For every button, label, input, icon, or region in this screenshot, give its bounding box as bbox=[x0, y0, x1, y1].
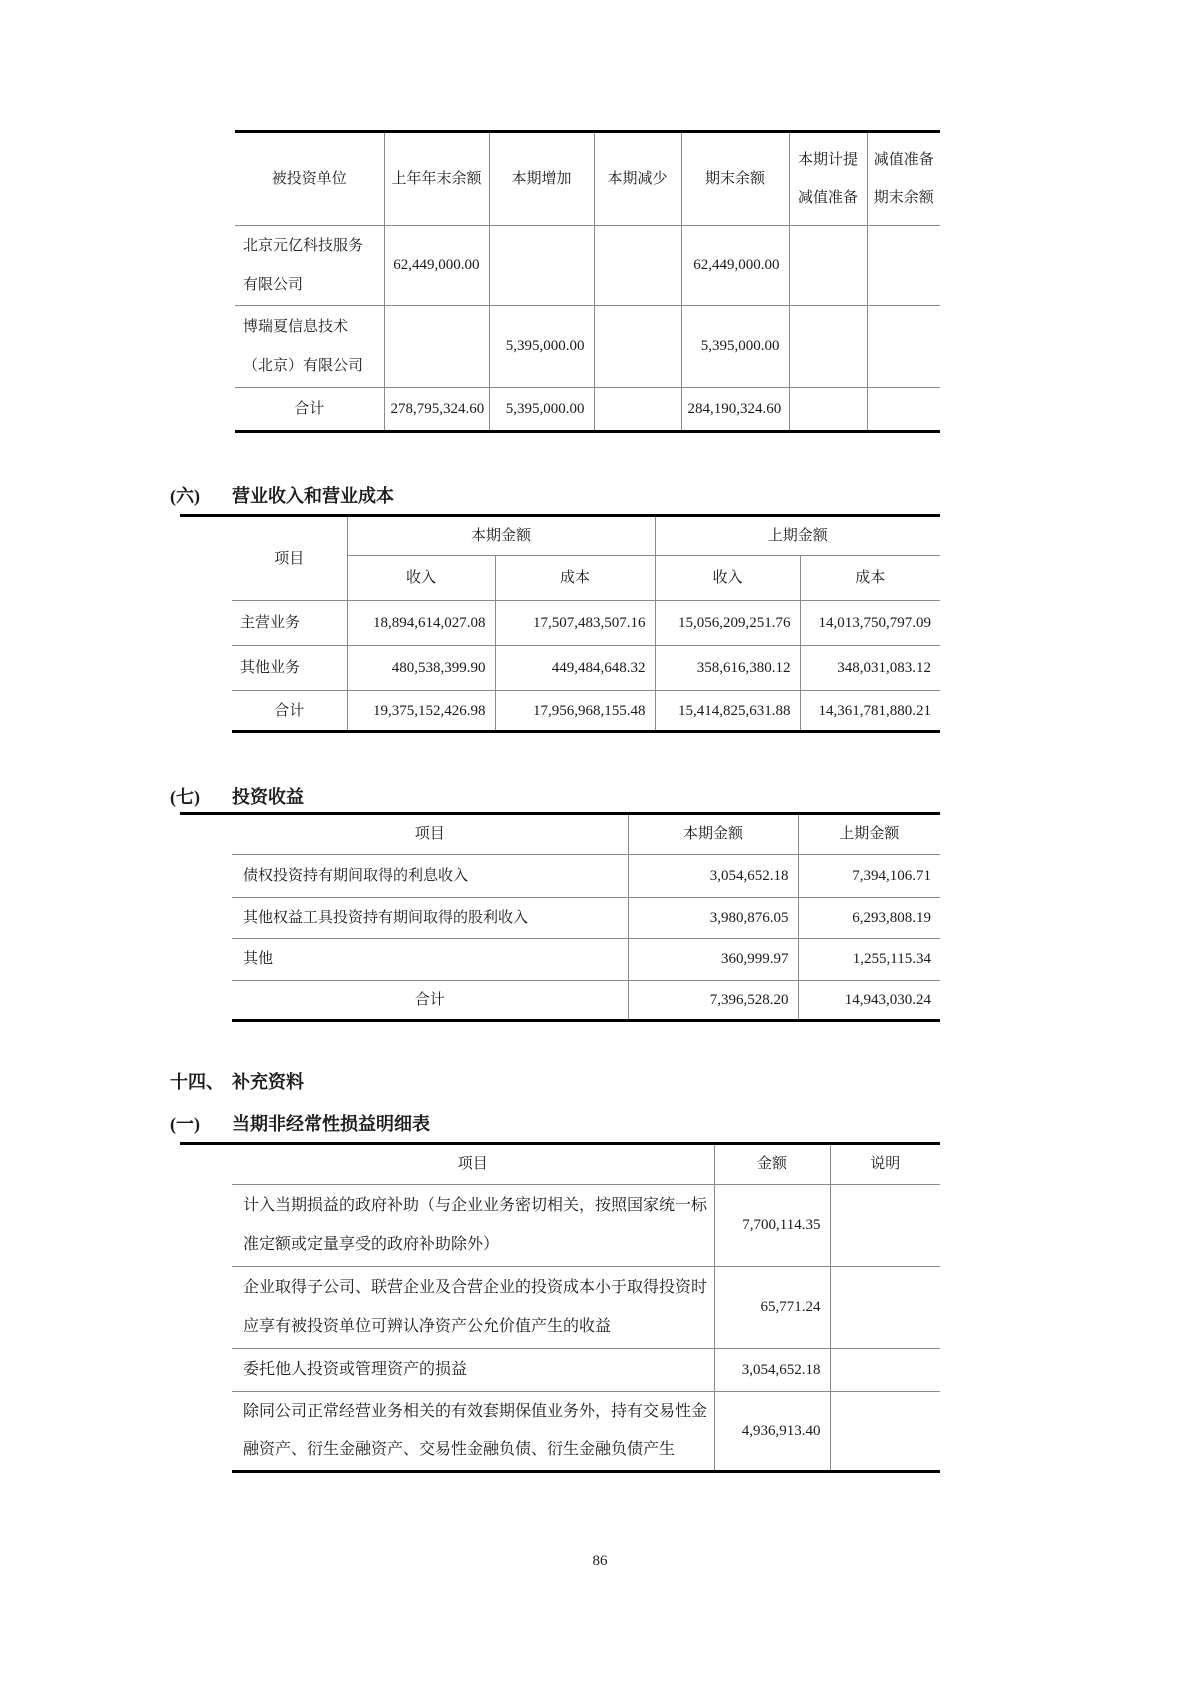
total-label: 合计 bbox=[235, 388, 384, 432]
prior-income: 15,056,209,251.76 bbox=[655, 601, 800, 646]
row-label: 债权投资持有期间取得的利息收入 bbox=[232, 855, 628, 898]
prior-income: 15,414,825,631.88 bbox=[655, 691, 800, 732]
total-label: 合计 bbox=[232, 691, 347, 732]
current-cost: 17,507,483,507.16 bbox=[495, 601, 655, 646]
section-number: 十四、 bbox=[170, 1072, 224, 1092]
section-title: 营业收入和营业成本 bbox=[232, 486, 394, 506]
note bbox=[830, 1349, 940, 1392]
period-increase: 5,395,000.00 bbox=[489, 306, 594, 388]
table-header-row bbox=[232, 516, 940, 556]
column-header: 本期计提减值准备 bbox=[789, 132, 867, 226]
ending-balance: 5,395,000.00 bbox=[681, 306, 789, 388]
amount: 65,771.24 bbox=[714, 1267, 830, 1349]
impairment-provision bbox=[789, 226, 867, 306]
section-number: (一) bbox=[170, 1114, 200, 1134]
current-cost: 17,956,968,155.48 bbox=[495, 691, 655, 732]
current-income: 19,375,152,426.98 bbox=[347, 691, 495, 732]
ending-balance: 62,449,000.00 bbox=[681, 226, 789, 306]
prior-cost: 348,031,083.12 bbox=[800, 646, 940, 691]
column-header: 上年年末余额 bbox=[384, 132, 489, 226]
subcolumn-header: 收入 bbox=[655, 556, 800, 601]
period-decrease bbox=[594, 226, 681, 306]
row-label: 其他 bbox=[232, 939, 628, 981]
column-header: 本期减少 bbox=[594, 132, 681, 226]
table-row bbox=[232, 1392, 940, 1472]
section-heading-nonrecurring bbox=[170, 1110, 430, 1136]
impairment-ending bbox=[867, 306, 940, 388]
heading-underline bbox=[180, 1142, 235, 1145]
section-heading-revenue bbox=[170, 482, 394, 508]
row-label: 企业取得子公司、联营企业及合营企业的投资成本小于取得投资时应享有被投资单位可辨认净资产公允价值产生的收益 bbox=[232, 1267, 714, 1349]
subcolumn-header: 成本 bbox=[800, 556, 940, 601]
period-decrease bbox=[594, 388, 681, 432]
heading-underline bbox=[180, 812, 235, 815]
current-amount: 3,054,652.18 bbox=[628, 855, 798, 898]
section-title: 补充资料 bbox=[232, 1072, 304, 1092]
nonrecurring-items-table bbox=[232, 1142, 940, 1473]
amount: 7,700,114.35 bbox=[714, 1185, 830, 1267]
prior-amount: 14,943,030.24 bbox=[798, 981, 940, 1021]
prior-cost: 14,013,750,797.09 bbox=[800, 601, 940, 646]
table-row bbox=[235, 306, 940, 388]
prior-cost: 14,361,781,880.21 bbox=[800, 691, 940, 732]
prior-balance: 278,795,324.60 bbox=[384, 388, 489, 432]
column-header-current: 本期金额 bbox=[628, 814, 798, 855]
column-header: 被投资单位 bbox=[235, 132, 384, 226]
table-row bbox=[232, 601, 940, 646]
investee-name: 博瑞夏信息技术（北京）有限公司 bbox=[235, 306, 384, 388]
column-header-prior: 上期金额 bbox=[655, 516, 940, 556]
column-header-item: 项目 bbox=[232, 1144, 714, 1185]
current-amount: 360,999.97 bbox=[628, 939, 798, 981]
column-header-current: 本期金额 bbox=[347, 516, 655, 556]
current-income: 18,894,614,027.08 bbox=[347, 601, 495, 646]
current-amount: 7,396,528.20 bbox=[628, 981, 798, 1021]
section-number: (六) bbox=[170, 486, 200, 506]
row-label: 计入当期损益的政府补助（与企业业务密切相关，按照国家统一标准定额或定量享受的政府补助除外） bbox=[232, 1185, 714, 1267]
table-row bbox=[232, 855, 940, 898]
table-row bbox=[232, 939, 940, 981]
current-amount: 3,980,876.05 bbox=[628, 898, 798, 939]
subcolumn-header: 收入 bbox=[347, 556, 495, 601]
prior-income: 358,616,380.12 bbox=[655, 646, 800, 691]
revenue-cost-table bbox=[232, 514, 940, 733]
section-heading-supplementary bbox=[170, 1068, 304, 1094]
table-row bbox=[232, 646, 940, 691]
section-title: 当期非经常性损益明细表 bbox=[232, 1114, 430, 1134]
heading-underline bbox=[180, 514, 235, 517]
row-label: 其他权益工具投资持有期间取得的股利收入 bbox=[232, 898, 628, 939]
note bbox=[830, 1267, 940, 1349]
prior-amount: 1,255,115.34 bbox=[798, 939, 940, 981]
column-header: 本期增加 bbox=[489, 132, 594, 226]
impairment-ending bbox=[867, 388, 940, 432]
row-label: 委托他人投资或管理资产的损益 bbox=[232, 1349, 714, 1392]
column-header: 减值准备期末余额 bbox=[867, 132, 940, 226]
section-number: (七) bbox=[170, 787, 200, 807]
table-header-row bbox=[232, 1144, 940, 1185]
page-number: 86 bbox=[592, 1553, 608, 1569]
table-row bbox=[232, 1349, 940, 1392]
section-title: 投资收益 bbox=[232, 787, 304, 807]
current-cost: 449,484,648.32 bbox=[495, 646, 655, 691]
prior-amount: 7,394,106.71 bbox=[798, 855, 940, 898]
table-row bbox=[235, 226, 940, 306]
table-header-row bbox=[235, 132, 940, 226]
prior-balance: 62,449,000.00 bbox=[384, 226, 489, 306]
row-label: 除同公司正常经营业务相关的有效套期保值业务外，持有交易性金融资产、衍生金融资产、交易性金融负债、衍生金融负债产生 bbox=[232, 1392, 714, 1472]
table-total-row bbox=[232, 691, 940, 732]
table-row bbox=[232, 1267, 940, 1349]
table-row bbox=[232, 898, 940, 939]
section-heading-investment-income bbox=[170, 783, 304, 809]
investment-movement-table bbox=[235, 130, 940, 433]
column-header: 期末余额 bbox=[681, 132, 789, 226]
impairment-ending bbox=[867, 226, 940, 306]
period-increase bbox=[489, 226, 594, 306]
table-total-row bbox=[235, 388, 940, 432]
table-row bbox=[232, 1185, 940, 1267]
table-total-row bbox=[232, 981, 940, 1021]
table-header-row bbox=[232, 814, 940, 855]
ending-balance: 284,190,324.60 bbox=[681, 388, 789, 432]
impairment-provision bbox=[789, 306, 867, 388]
impairment-provision bbox=[789, 388, 867, 432]
amount: 3,054,652.18 bbox=[714, 1349, 830, 1392]
prior-amount: 6,293,808.19 bbox=[798, 898, 940, 939]
column-header-item: 项目 bbox=[232, 516, 347, 601]
note bbox=[830, 1185, 940, 1267]
row-label: 其他业务 bbox=[232, 646, 347, 691]
column-header-item: 项目 bbox=[232, 814, 628, 855]
investment-income-table bbox=[232, 812, 940, 1022]
period-increase: 5,395,000.00 bbox=[489, 388, 594, 432]
subcolumn-header: 成本 bbox=[495, 556, 655, 601]
column-header-note: 说明 bbox=[830, 1144, 940, 1185]
period-decrease bbox=[594, 306, 681, 388]
amount: 4,936,913.40 bbox=[714, 1392, 830, 1472]
current-income: 480,538,399.90 bbox=[347, 646, 495, 691]
note bbox=[830, 1392, 940, 1472]
total-label: 合计 bbox=[232, 981, 628, 1021]
column-header-prior: 上期金额 bbox=[798, 814, 940, 855]
row-label: 主营业务 bbox=[232, 601, 347, 646]
investee-name: 北京元亿科技服务有限公司 bbox=[235, 226, 384, 306]
column-header-amount: 金额 bbox=[714, 1144, 830, 1185]
prior-balance bbox=[384, 306, 489, 388]
